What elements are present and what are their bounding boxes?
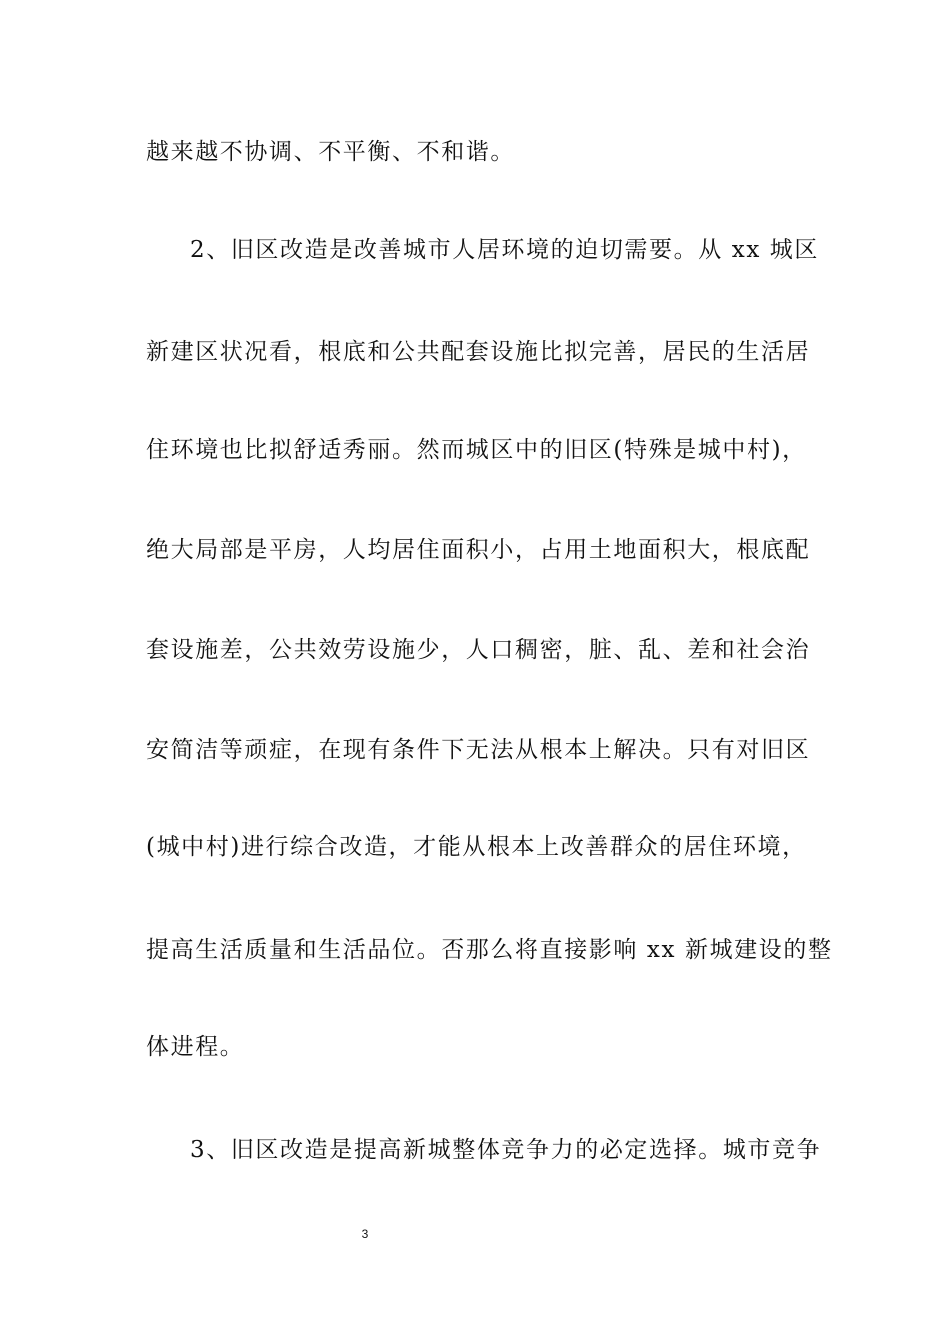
paragraph-3-heading-line: 3、旧区改造是提高新城整体竞争力的必定选择。城市竞争 xyxy=(190,1137,822,1163)
text-line-7: 安简洁等顽症，在现有条件下无法从根本上解决。只有对旧区 xyxy=(146,737,811,763)
text-line-3: 新建区状况看，根底和公共配套设施比拟完善，居民的生活居 xyxy=(146,339,811,365)
text-line-4: 住环境也比拟舒适秀丽。然而城区中的旧区(特殊是城中村)， xyxy=(146,437,807,463)
text-line-10: 体进程。 xyxy=(146,1034,245,1060)
text-line-5: 绝大局部是平房，人均居住面积小，占用土地面积大，根底配 xyxy=(146,537,811,563)
text-line-9: 提高生活质量和生活品位。否那么将直接影响 xx 新城建设的整 xyxy=(146,937,833,963)
text-line-6: 套设施差，公共效劳设施少，人口稠密，脏、乱、差和社会治 xyxy=(146,637,811,663)
paragraph-2-heading-line: 2、旧区改造是改善城市人居环境的迫切需要。从 xx 城区 xyxy=(190,237,819,263)
text-line-1: 越来越不协调、不平衡、不和谐。 xyxy=(146,139,515,165)
page-number: 3 xyxy=(361,1227,369,1241)
text-line-8: (城中村)进行综合改造，才能从根本上改善群众的居住环境， xyxy=(146,834,807,860)
